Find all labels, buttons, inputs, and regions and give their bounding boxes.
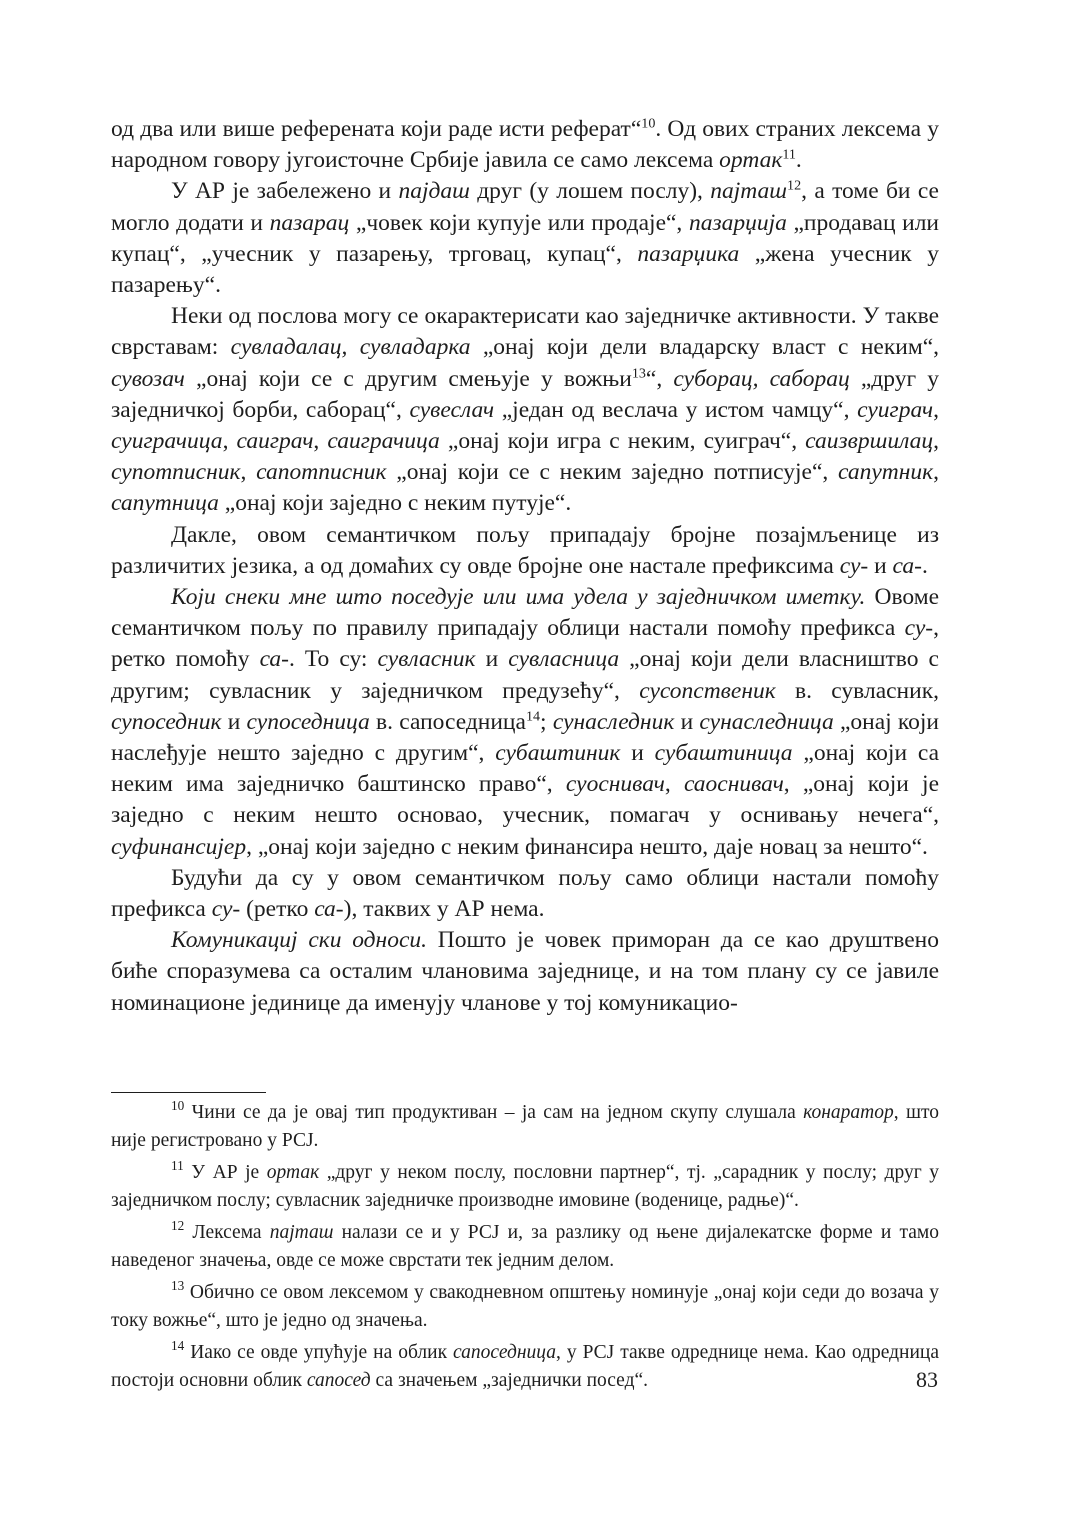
footnote-ref-14[interactable]: 14 — [525, 708, 541, 725]
paragraph-2: У АР је забележено и пајдаш друг (у лошем послу), пајташ$^{12}$, а томе би се могло додати и пазарац „човек који купује или продаје“, пазарџија „продавац или купац“, „учесник у пазарењу, трговац, купац“, пазарџика „жена учесник у пазарењу“. — [111, 177, 940, 299]
paragraph-6: Будући да су у овом семантичком пољу само облици настали помоћу префикса су- (ретко са-), таквих у АР нема. — [111, 864, 939, 923]
page-number: 83 — [916, 1367, 938, 1392]
footnote-10: $^{10}$ Чини се да је овај тип продуктиван – ја сам на једном скупу слушала конаратор, што није регистровано у РСЈ. — [111, 1098, 939, 1151]
paragraph-5: Који снеки мне што поседује или има удела у заједничком иметку. Овоме семантичком пољу по правилу припадају облици настали помоћу префикса су-, ретко помоћу са-. То су: сувласник и сувласница „онај који дели власништво с другим; сувласник у заједничком предузећу“, сусопственик в. сувласник, супоседник и супоседница в. сапоседница$^{14}$; сунаследник и сунаследница „онај који наслеђује нешто заједно с другим“, субаштиник и субаштиница „онај који са неким има заједничко баштинско право“, суоснивач, саоснивач, „онај који је заједно с неким нешто основао, учесник, помагач у оснивању нечега“, суфинансијер, „онај који заједно с неким финансира нешто, даје новац за нешто“. — [111, 584, 940, 860]
body-text — [111, 114, 939, 1019]
section-heading-ownership: Који снеки мне што поседује или има удела у заједничком иметку. — [171, 584, 866, 611]
footnote-12: $^{12}$ Лексема пајташ налази се и у РСЈ и, за разлику од њене дијалекатске форме и тамо наведеног значења, овде се може сврстати тек једним делом. — [111, 1218, 939, 1271]
footnote-13: $^{13}$ Обично се овом лексемом у свакодневном општењу номинује „онај који седи до возача у току вожње“, што је једно од значења. — [111, 1278, 939, 1331]
footnote-ref-11[interactable]: 11 — [782, 146, 796, 163]
paragraph-3: Неки од послова могу се окарактерисати као заједничке активности. У такве сврставам: сувладалац, сувладарка „онај који дели владарску власт с неким“, сувозач „онај који се с другим смењује у вожњи$^{13}$“, суборац, саборац „друг у заједничкој борби, саборац“, сувеслач „један од веслача у истом чамцу“, суиграч, суиграчица, саиграч, саиграчица „онај који игра с неким, суиграч“, саизвршилац, супотписник, сапотписник „онај који се с неким заједно потписује“, сапутник, сапутница „онај који заједно с неким путује“. — [111, 303, 940, 517]
footnote-separator — [111, 1092, 266, 1093]
footnote-ref-10[interactable]: 10 — [641, 115, 656, 132]
footnote-14: $^{14}$ Иако се овде упућује на облик сапоседница, у РСЈ такве одреднице нема. Као одредница постоји основни облик сапосед са значењем „заједнички посед“. — [111, 1338, 939, 1391]
footnote-11: $^{11}$ У АР је ортак „друг у неком послу, пословни партнер“, тј. „сарадник у послу; друг у заједничком послу; сувласник заједничке производне имовине (воденице, радње)“. — [111, 1158, 939, 1211]
footnotes — [111, 1099, 939, 1399]
paragraph-7: Комуникациј ски односи. Пошто је човек приморан да се као друштвено биће споразумева са осталим члановима заједнице, и на том плану су се јавиле номинационе јединице да именују чланове у тој комуникацио- — [111, 927, 939, 1016]
paragraph-4: Дакле, овом семантичком пољу припадају бројне позајмљенице из различитих језика, а од домаћих су овде бројне оне настале префиксима су- и са-. — [111, 521, 939, 579]
section-heading-communication: Комуникациј ски односи. — [171, 927, 428, 954]
paragraph-1: од два или више референата који раде исти реферат“$^{10}$. Од ових страних лексема у народном говору југоисточне Србије јавила се само лексема ортак$^{11}$. — [111, 115, 939, 174]
footnote-ref-13[interactable]: 13 — [631, 365, 646, 382]
footnote-ref-12[interactable]: 12 — [787, 177, 802, 194]
